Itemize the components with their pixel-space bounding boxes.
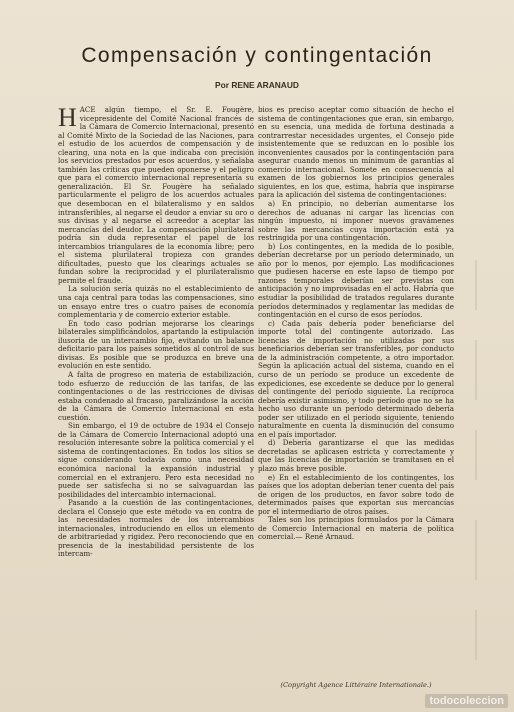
closing-paragraph: Tales son los principios formulados por la Cámara de Comercio Internacional en materia de política comercial.— René Arnaud. (258, 515, 454, 542)
copyright-note: (Copyright Agence Littéraire Internationale.) (280, 681, 432, 689)
paragraph-1: HACE algún tiempo, el Sr. E. Fougère, vicepresidente del Comité Nacional francés de la Cámara de Comercio Internacional, presentó al Comité Mixto de la Sociedad de las Naciones, para el estudio de los acuerdos de compensación y de clearing, una nota en la que indicaba con precisión los servicios prestados por esos acuerdos, y señalaba también las críticas que pueden oponerse y el peligro que para el comercio internacional representaría su generalización. El Sr. Fougère ha señalado particularmente el peligro de los acuerdos actuales que desembocan en el bilateralismo y en saldos intransferibles, al negarse el deudor a enviar su oro o sus divisas y al negarse el acreedor a aceptar las mercancías del deudor. La compensación plurilateral podría sin duda representar el papel de los intercambios triangulares de la economía libre; pero el sistema plurilateral tropieza con grandes dificultades, puesto que los clearings actuales se fundan sobre la reciprocidad y el plurilateralismo permite el fraude. (58, 103, 254, 285)
pencil-margin-marks (470, 250, 500, 670)
paragraph-7: bios es preciso aceptar como situación de hecho el sistema de contingentaciones que eran, sin embargo, en su esencia, una medida de fortuna destinada a contrarrestar necesidades urgentes, el Consejo pide insistentemente que se reduzcan en lo posible los inconvenientes causados por la contingentación para asegurar cuando menos un mínimum de garantías al comercio internacional. Somete en consecuencia al examen de los gobiernos los principios generales siguientes, en los que, estima, habría que inspirarse para la aplicación del sistema de contingentaciones: (258, 105, 454, 200)
paragraph-4: A falta de progreso en materia de estabilización, todo esfuerzo de reducción de las tarifas, de las contingentaciones o de las restricciones de divisas estaba condenado al fracaso, paralizándose la acción de la Cámara de Comercio Internacional en esta cuestión. (58, 369, 254, 422)
principle-a: a) En principio, no deberían aumentarse los derechos de aduanas ni cargar las licencias con ningún impuesto, ni imponer nuevos gravámenes sobre las mercancías cuya importación está ya restringida por una contingentación. (258, 199, 454, 243)
watermark: todocoleccion (425, 694, 508, 708)
right-column (258, 106, 454, 542)
article-title: Compensación y contingentación (81, 44, 433, 67)
principle-b: b) Los contingentes, en la medida de lo posible, deberían decretarse por un período determinado, un año por lo menos, por ejemplo. Las modificaciones que pudiesen hacerse en este lapso de tiempo por razones temporales deberían ser previstas con anticipación y no improvisadas en el acto. Habría que estudiar la posibilidad de tratados regulares durante períodos determinados y reglamentar las medidas de contingentación en el curso de esos períodos. (258, 241, 454, 320)
paragraph-2: La solución sería quizás no el establecimiento de una caja central para todas las compensaciones, sino un ensayo entre tres o cuatro países de economía complementaria y de comercio exterior estable. (58, 284, 254, 320)
principle-c: c) Cada país debería poder beneficiarse del importe total del contingente autorizado. Las licencias de importación no utilizadas por sus beneficiarios deberían ser transferibles, por conducto de la administración competente, a otro importador. Según la aplicación actual del sistema, cuando en el curso de un período se produce un excedente de expediciones, ese excedente se deduce por lo general del contingente del período siguiente. La recíproca debería existir asimismo, y todo período que no se ha hecho uso durante un período determinado debería poder ser utilizado en el período siguiente, teniendo naturalmente en cuenta la disminución del consumo en el país importador. (258, 318, 454, 439)
principle-d: d) Debería garantizarse el que las medidas decretadas se aplicasen estricta y correctamente y que las licencias de importación se tramitasen en el plazo más breve posible. (258, 438, 454, 473)
left-column (58, 103, 254, 559)
principle-e: e) En el establecimiento de los contingentes, los países que los adoptan deberían tener cuenta del país de origen de los productos, en favor sobre todo de determinados países que exportan sus mercancías por el intermediario de otros países. (258, 472, 454, 516)
paragraph-5: Sin embargo, el 19 de octubre de 1934 el Consejo de la Cámara de Comercio Internacional adoptó una resolución interesante sobre la política comercial y el sistema de contingentaciones. En todos los sitios se sigue considerando todavía como una necesidad económica nacional la expansión industrial y comercial en el extranjero. Pero esta necesidad no puede ser satisfecha si no se salvaguardan las posibilidades del intercambio internacional. (58, 421, 254, 499)
article-byline: Por RENE ARANAUD (215, 80, 299, 90)
drop-cap: H (58, 103, 77, 132)
paragraph-6: Pasando a la cuestión de las contingentaciones, declara el Consejo que este método va en contra de las necesidades normales de los intercambios internacionales, introduciendo en ellos un elemento de arbitrariedad y rigidez. Pero reconociendo que en presencia de la inestabilidad persistente de los intercam- (58, 498, 254, 559)
paragraph-3: En todo caso podrían mejorarse los clearings bilaterales simplificándolos, apartando la estipulación ilusoria de un intercambio fijo, evitando un balance deficitario para los países sometidos al control de sus divisas. Es posible que se produzca en breve una evolución en este sentido. (58, 318, 254, 371)
